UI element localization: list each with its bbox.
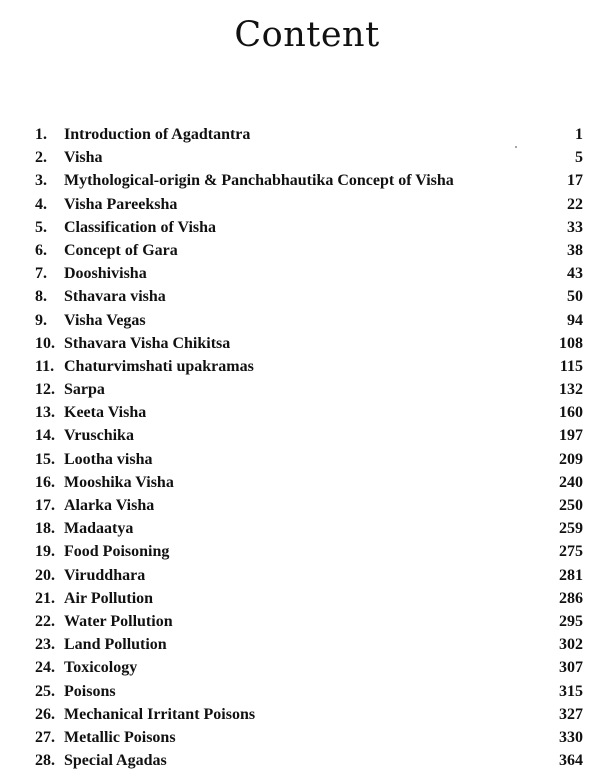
toc-entry-title: Classification of Visha bbox=[64, 218, 217, 236]
toc-entry[interactable] bbox=[0, 633, 600, 656]
toc-entry-page: 50 bbox=[567, 288, 583, 306]
toc-entry-page: 108 bbox=[559, 334, 583, 352]
toc-entry-page: 17 bbox=[567, 172, 583, 190]
toc-entry-title: Toxicology bbox=[64, 659, 138, 677]
toc-entry-page: 327 bbox=[559, 705, 583, 723]
toc-entry-number: 16. bbox=[35, 473, 55, 491]
toc-entry-number: 25. bbox=[35, 682, 55, 700]
toc-entry[interactable] bbox=[0, 656, 600, 679]
toc-entry[interactable] bbox=[0, 169, 600, 192]
toc-entry-page: 209 bbox=[559, 450, 583, 468]
toc-entry-page: 43 bbox=[567, 265, 583, 283]
toc-entry-title: Introduction of Agadtantra bbox=[64, 126, 251, 143]
toc-entry-number: 26. bbox=[35, 705, 55, 723]
toc-entry-page: 364 bbox=[559, 752, 583, 770]
toc-entry-title: Vruschika bbox=[64, 427, 134, 445]
toc-entry[interactable] bbox=[0, 540, 600, 563]
toc-entry-title: Land Pollution bbox=[64, 636, 167, 654]
table-of-contents bbox=[0, 123, 600, 772]
toc-entry-number: 22. bbox=[35, 612, 55, 630]
toc-entry-title: Keeta Visha bbox=[64, 404, 147, 422]
toc-entry[interactable] bbox=[0, 262, 600, 285]
toc-entry-page: 307 bbox=[559, 659, 583, 677]
toc-entry-page: 275 bbox=[559, 543, 583, 561]
scan-speck bbox=[515, 146, 517, 148]
toc-entry[interactable] bbox=[0, 123, 600, 146]
toc-entry-page: 330 bbox=[559, 728, 583, 746]
toc-entry-title: Mooshika Visha bbox=[64, 473, 174, 491]
toc-entry[interactable] bbox=[0, 239, 600, 262]
toc-entry-page: 38 bbox=[567, 241, 583, 259]
toc-entry-page: 286 bbox=[559, 589, 583, 607]
toc-entry-title: Visha Vegas bbox=[64, 311, 146, 329]
toc-entry[interactable] bbox=[0, 355, 600, 378]
toc-entry-number: 28. bbox=[35, 752, 55, 770]
toc-entry-page: 132 bbox=[559, 381, 583, 399]
toc-entry[interactable] bbox=[0, 726, 600, 749]
toc-entry-title: Alarka Visha bbox=[64, 497, 155, 514]
toc-entry[interactable] bbox=[0, 587, 600, 610]
toc-entry-title: Madaatya bbox=[64, 520, 134, 538]
toc-entry-title: Air Pollution bbox=[64, 589, 154, 607]
toc-entry-page: 160 bbox=[559, 404, 583, 422]
toc-entry-page: 302 bbox=[559, 636, 583, 654]
toc-entry-number: 14. bbox=[35, 427, 55, 445]
toc-entry[interactable] bbox=[0, 517, 600, 540]
toc-entry-page: 295 bbox=[559, 612, 583, 630]
toc-entry-number: 19. bbox=[35, 543, 55, 561]
toc-entry-page: 5 bbox=[575, 149, 583, 167]
toc-entry-page: 240 bbox=[559, 473, 583, 491]
toc-entry-number: 9. bbox=[35, 311, 47, 329]
toc-entry-page: 259 bbox=[559, 520, 583, 538]
toc-entry-number: 18. bbox=[35, 520, 55, 538]
toc-entry[interactable] bbox=[0, 494, 600, 517]
toc-entry-number: 23. bbox=[35, 636, 55, 654]
toc-entry-page: 315 bbox=[559, 682, 583, 700]
toc-entry-title: Visha bbox=[64, 149, 103, 167]
toc-entry-title: Sarpa bbox=[64, 381, 105, 399]
toc-entry-page: 115 bbox=[559, 357, 583, 375]
toc-entry[interactable] bbox=[0, 703, 600, 726]
toc-entry-number: 7. bbox=[35, 265, 47, 283]
toc-entry-title: Mechanical Irritant Poisons bbox=[64, 705, 256, 723]
toc-entry[interactable] bbox=[0, 309, 600, 332]
toc-entry-title: Poisons bbox=[64, 682, 116, 700]
toc-entry-number: 15. bbox=[35, 450, 55, 468]
toc-entry-title: Water Pollution bbox=[64, 612, 173, 630]
toc-entry[interactable] bbox=[0, 146, 600, 169]
toc-entry[interactable] bbox=[0, 332, 600, 355]
toc-entry[interactable] bbox=[0, 610, 600, 633]
toc-entry[interactable] bbox=[0, 285, 600, 308]
toc-entry-number: 17. bbox=[35, 497, 55, 514]
toc-entry-number: 13. bbox=[35, 404, 55, 422]
toc-entry-page: 250 bbox=[559, 497, 583, 514]
toc-entry-title: Mythological-origin & Panchabhautika Concept of Visha bbox=[64, 172, 454, 190]
page-title: Content bbox=[234, 15, 380, 55]
toc-entry-page: 94 bbox=[567, 311, 583, 329]
toc-entry-title: Food Poisoning bbox=[64, 543, 170, 561]
toc-entry-title: Visha Pareeksha bbox=[64, 195, 178, 213]
toc-entry-number: 1. bbox=[35, 126, 47, 143]
toc-entry[interactable] bbox=[0, 216, 600, 239]
toc-entry-title: Lootha visha bbox=[64, 450, 153, 468]
toc-entry-title: Chaturvimshati upakramas bbox=[64, 357, 254, 375]
toc-entry-title: Sthavara Visha Chikitsa bbox=[64, 334, 231, 352]
toc-entry-number: 4. bbox=[35, 195, 47, 213]
toc-entry-number: 6. bbox=[35, 241, 47, 259]
toc-entry-number: 10. bbox=[35, 334, 55, 352]
toc-entry[interactable] bbox=[0, 471, 600, 494]
toc-entry-number: 21. bbox=[35, 589, 55, 607]
toc-entry[interactable] bbox=[0, 448, 600, 471]
toc-entry-number: 12. bbox=[35, 381, 55, 399]
toc-entry[interactable] bbox=[0, 564, 600, 587]
toc-entry-page: 197 bbox=[559, 427, 583, 445]
toc-entry-page: 281 bbox=[559, 566, 583, 584]
toc-entry-number: 3. bbox=[35, 172, 47, 190]
toc-entry[interactable] bbox=[0, 424, 600, 447]
toc-entry[interactable] bbox=[0, 378, 600, 401]
toc-entry-page: 22 bbox=[567, 195, 583, 213]
toc-entry-number: 11. bbox=[35, 357, 55, 375]
toc-entry-number: 20. bbox=[35, 566, 55, 584]
toc-entry-page: 1 bbox=[575, 126, 583, 143]
toc-entry-title: Viruddhara bbox=[64, 566, 146, 584]
toc-entry-title: Sthavara visha bbox=[64, 288, 166, 306]
toc-entry[interactable] bbox=[0, 680, 600, 703]
toc-entry-title: Metallic Poisons bbox=[64, 728, 176, 746]
toc-entry-number: 24. bbox=[35, 659, 55, 677]
toc-entry[interactable] bbox=[0, 749, 600, 772]
toc-entry-title: Special Agadas bbox=[64, 752, 167, 770]
toc-entry-page: 33 bbox=[567, 218, 583, 236]
toc-entry-number: 27. bbox=[35, 728, 55, 746]
toc-entry[interactable] bbox=[0, 401, 600, 424]
toc-entry-title: Concept of Gara bbox=[64, 241, 178, 259]
toc-entry-title: Dooshivisha bbox=[64, 265, 147, 283]
toc-entry-number: 5. bbox=[35, 218, 47, 236]
toc-entry-number: 2. bbox=[35, 149, 47, 167]
toc-entry[interactable] bbox=[0, 193, 600, 216]
toc-entry-number: 8. bbox=[35, 288, 47, 306]
